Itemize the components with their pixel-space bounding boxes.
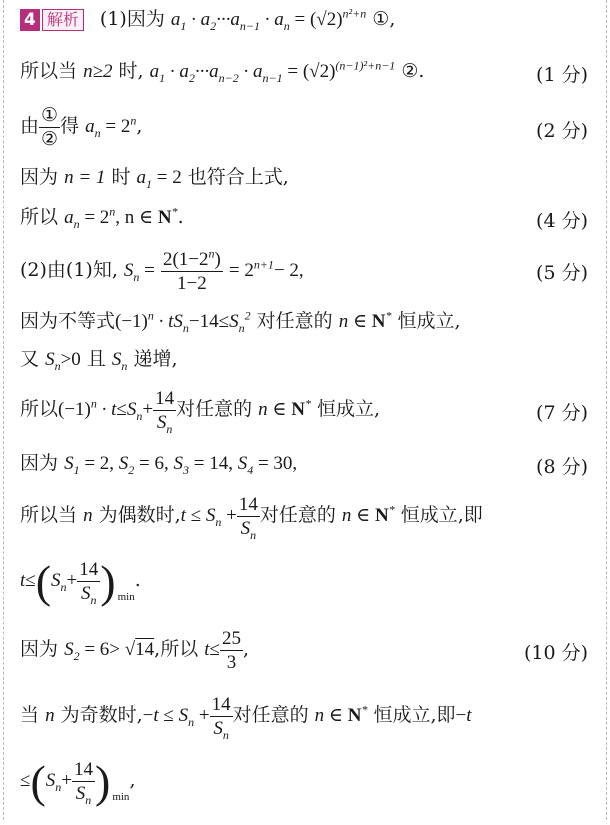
- formula-t-leq-frac: t≤: [204, 639, 220, 660]
- fraction-14-sn-2: $\frac{14}{S_n}$: [238, 493, 258, 542]
- fraction-14-sn: $\frac{14}{S_n}$: [155, 387, 175, 436]
- text-because-2: 因为: [20, 452, 59, 474]
- text-because-3: 因为: [20, 638, 59, 660]
- text-when-3: 当: [20, 704, 40, 726]
- line-10: [20, 450, 590, 477]
- fraction-sn: $\frac{2(1-2^n)}{1-2}$: [162, 246, 221, 294]
- line-1: 4 解析 (1)因为 $a_1 \cdot a_2\cdot\cdot\cdot a_{n-1} \cdot a_n = (√2)^{n^2+n}$ ①,: [20, 6, 590, 33]
- text-so-2: 所以: [20, 398, 59, 420]
- formula-s-values: $S_1 = 2$, $S_2 = 6$, $S_3 = 14$, $S_4 = 30$,: [64, 453, 298, 477]
- text-for-any-2: 对任意的: [176, 398, 253, 420]
- line-5: 所以 $a_n = 2^n$, n ∈ N*.: [20, 204, 184, 231]
- formula-product-2: $a_1 \cdot a_2\cdot\cdot\cdot a_{n-2} \cdot a_{n-1} = (√2)^{(n-1)^2+n-1}$: [149, 58, 396, 85]
- formula-an-final: $a_n = 2^n$, n ∈ N*: [64, 204, 178, 231]
- formula-n-in-N-3: n ∈ N*: [341, 502, 395, 526]
- line-12: $t\le(S_n+$ $\frac{14}{S_n}$ ) $_{min}$.: [20, 555, 141, 607]
- formula-n-eq-1: n = 1: [64, 167, 106, 188]
- formula-sn-inc: $S_n$: [111, 349, 128, 373]
- text-odd: 为奇数时,: [60, 704, 143, 726]
- formula-t-leq: $(-1)^n \cdot t\le S_n+$: [58, 396, 154, 423]
- text-holds-4: 恒成立,即: [373, 704, 456, 726]
- fraction-circles: [39, 103, 60, 150]
- line-6: [20, 246, 590, 295]
- badge-number: 4: [20, 9, 40, 31]
- score-2: (2 分): [536, 120, 588, 142]
- score-4: (4 分): [536, 210, 588, 232]
- formula-t-min-even: $t\le(S_n+$ $\frac{14}{S_n}$ ) $_{min}$: [20, 555, 135, 607]
- text-when: 时,: [118, 60, 144, 82]
- text-even: 为偶数时,: [98, 504, 181, 526]
- line-11: [20, 490, 590, 541]
- text-so-when-2: 所以当: [20, 504, 78, 526]
- score-8: (8 分): [536, 456, 588, 478]
- line-4: [20, 164, 590, 191]
- text-because: 因为: [20, 166, 59, 188]
- line-9: [20, 384, 590, 435]
- formula-n-in-N-2: n ∈ N*: [258, 396, 311, 420]
- line-13: 因为 $S_2 = 6> √14$,所以 t≤ $\frac{25}{3}$ ,: [20, 627, 250, 673]
- line-3: 由 $\frac{\text{①}}{\text{②}}$ 得 $a_n = 2^n$,: [20, 103, 143, 150]
- text-increasing: 递增,: [133, 348, 178, 370]
- formula-n-in-N: n ∈ N*: [338, 308, 392, 332]
- text-from: 由: [20, 115, 40, 137]
- text-get: 得: [60, 115, 80, 137]
- formula-neg-t: $-t \le S_n$ +: [142, 705, 210, 729]
- score-10: (10 分): [523, 642, 588, 664]
- formula-product-1: $a_1 \cdot a_2\cdot\cdot\cdot a_{n-1} \cdot a_n = (√2)^{n^2+n}$: [170, 6, 367, 33]
- text-when-2: 时: [111, 166, 131, 188]
- score-1: (1 分): [536, 64, 588, 86]
- text-and: 且: [86, 348, 106, 370]
- formula-t-even: $t \le S_n$ +: [180, 505, 237, 529]
- score-7: (7 分): [536, 402, 588, 424]
- formula-neg-t-2: −t: [455, 705, 472, 726]
- fraction-14-sn-3: $\frac{14}{S_n}$: [211, 693, 231, 742]
- formula-sn-gt-0: $S_n>0$: [45, 349, 81, 373]
- text-for-any-3: 对任意的: [259, 504, 336, 526]
- line-2: 所以当 n≥2 时, $a_1 \cdot a_2\cdot\cdot\cdot a_{n-2} \cdot a_{n-1} = (√2)^{(n-1)^2+n-1}$ ②.: [20, 58, 425, 85]
- line-8: [20, 346, 590, 373]
- text-part1-intro: (1)因为: [99, 8, 165, 30]
- formula-min-odd: $\le(S_n+$ $\frac{14}{S_n}$ ) $_{min}$: [20, 755, 130, 807]
- circle-1: ①: [372, 8, 390, 30]
- text-for-any-4: 对任意的: [232, 704, 309, 726]
- circle-2: ②: [401, 60, 419, 82]
- text-holds-3: 恒成立,即: [400, 504, 483, 526]
- formula-sn: $S_n$ =: [123, 260, 155, 284]
- formula-inequality: $(-1)^n \cdot tS_n-14\le S_n^2$: [115, 308, 251, 335]
- formula-n-odd: n: [45, 705, 55, 726]
- circle-1-num: ①: [41, 103, 59, 126]
- score-5: (5 分): [536, 262, 588, 284]
- formula-a1: $a_1 = 2$: [136, 167, 182, 191]
- text-holds: 恒成立,: [397, 310, 461, 332]
- text-for-any: 对任意的: [256, 310, 333, 332]
- fraction-25-3: $\frac{25}{3}$: [221, 627, 241, 673]
- circle-2-den: ②: [41, 127, 59, 150]
- text-also: 又: [20, 348, 40, 370]
- text-holds-2: 恒成立,: [317, 398, 381, 420]
- formula-an-eq: $a_n = 2^n$: [85, 113, 137, 140]
- text-inequality: 因为不等式: [20, 310, 116, 332]
- text-so-when: 所以当: [20, 60, 78, 82]
- text-also-fits: 也符合上式,: [187, 166, 289, 188]
- formula-sn-result: = $2^{n+1}- 2$,: [228, 257, 304, 281]
- text-part2-intro: (2)由(1)知,: [20, 259, 118, 281]
- text-so: 所以: [20, 206, 59, 228]
- line-14: [20, 690, 590, 741]
- formula-n-geq-2: n≥2: [83, 61, 113, 82]
- formula-s2-gt: $S_2 = 6> √14$: [64, 639, 155, 663]
- line-7: [20, 308, 590, 335]
- badge-label: 解析: [42, 9, 84, 31]
- text-so-3: ,所以: [154, 638, 199, 660]
- line-15: $\le(S_n+$ $\frac{14}{S_n}$ ) $_{min}$,: [20, 755, 136, 807]
- formula-n-in-N-4: n ∈ N*: [314, 702, 368, 726]
- formula-n-even: n: [83, 505, 93, 526]
